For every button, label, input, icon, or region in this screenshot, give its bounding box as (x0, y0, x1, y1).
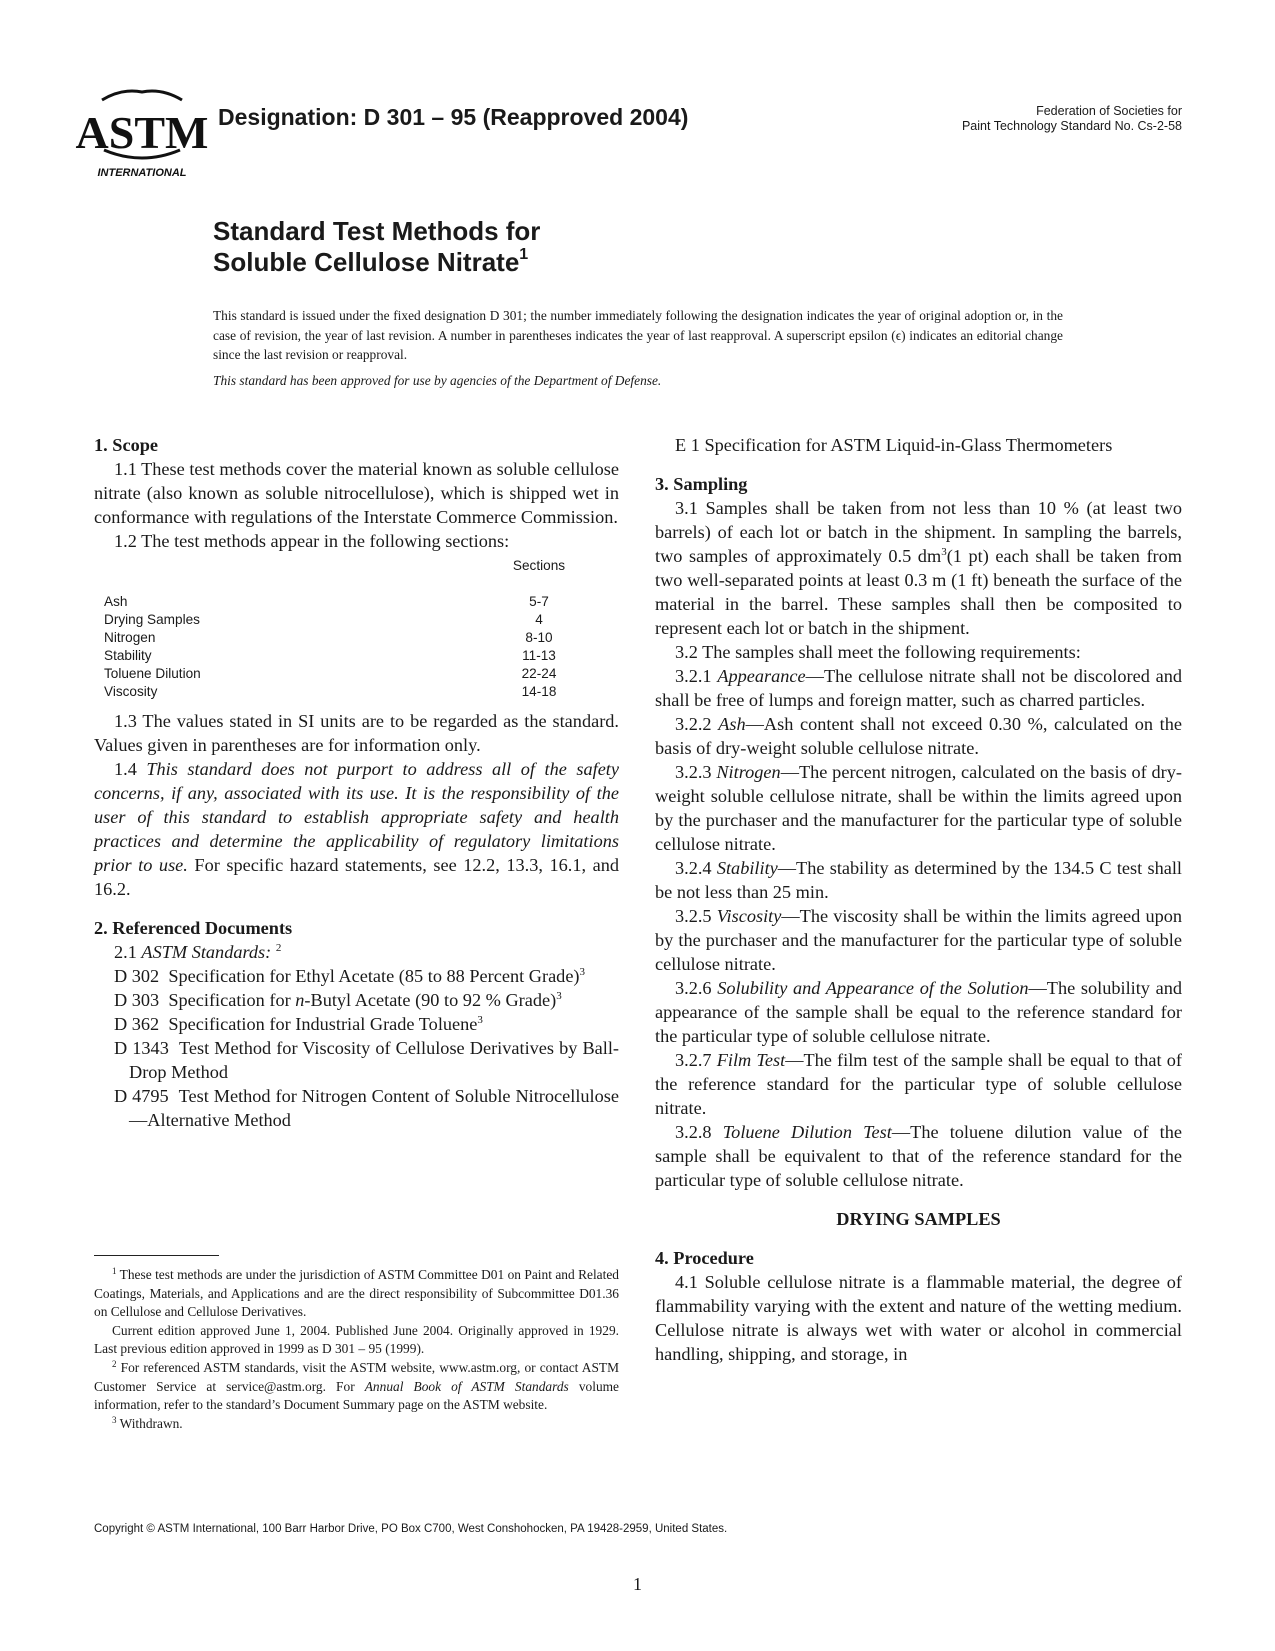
table-row: Stability 11-13 (104, 648, 556, 663)
table-row: Nitrogen 8-10 (104, 630, 553, 645)
footnote-divider (94, 1255, 219, 1256)
copyright-notice: Copyright © ASTM International, 100 Barr Harbor Drive, PO Box C700, West Conshohocken, PA 19428-2959, United States. (94, 1523, 728, 1535)
drying-samples-title: DRYING SAMPLES (836, 1209, 1001, 1229)
issue-notice: This standard is issued under the fixed designation D 301; the number immediately following the designation indicates the year of original adoption or, in the case of revision, the year of last revision. A number in parentheses indicates the year of last reapproval. A superscript epsilon (ϵ) indicates an editorial change since the last revision or reapproval. (213, 308, 1063, 362)
dod-approval: This standard has been approved for use by agencies of the Department of Defense. (213, 373, 662, 388)
left-column (94, 433, 619, 1132)
referenced-documents-heading: 2. Referenced Documents (94, 918, 293, 938)
ref-e1: E 1 Specification for ASTM Liquid-in-Glass Thermometers (675, 435, 1113, 455)
svg-text:ASTM: ASTM (75, 107, 209, 158)
footnote-1-edition: Current edition approved June 1, 2004. Published June 2004. Originally approved in 1929. Last previous edition approved in 1999 as D 301 – 95 (1999). (94, 1322, 619, 1357)
para-1-4: 1.4 This standard does not purport to address all of the safety concerns, if any, associated with its use. It is the responsibility of the user of this standard to establish appropriate safety and health practices and determine the applicability of regulatory limitations prior to use. For specific hazard statements, see 12.2, 13.3, 16.1, and 16.2. (94, 759, 620, 899)
ref-d1343: D 1343 Test Method for Viscosity of Cellulose Derivatives by Ball-Drop Method (114, 1038, 619, 1082)
footnote-3: $^3$ Withdrawn. (112, 1414, 183, 1431)
footnotes (94, 1266, 619, 1433)
para-2-1: 2.1 ASTM Standards: $^2$ (114, 942, 282, 962)
para-3-2-6: 3.2.6 Solubility and Appearance of the Solution—The solubility and appearance of the sample shall be equal to the reference standard for the particular type of soluble cellulose nitrate. (655, 978, 1183, 1046)
ref-d303: D 303 Specification for n-Butyl Acetate (90 to 92 % Grade)$^3$ (114, 990, 562, 1010)
footnote-1: $^1$ These test methods are under the jurisdiction of ASTM Committee D01 on Paint and Related Coatings, Materials, and Applications and are the direct responsibility of Subcommittee D01.36 on Cellulose and Cellulose Derivatives. (94, 1266, 619, 1320)
para-3-2-3: 3.2.3 Nitrogen—The percent nitrogen, calculated on the basis of dry-weight soluble cellulose nitrate, shall be within the limits agreed upon by the purchaser and the manufacturer for the particular type of soluble cellulose nitrate. (655, 762, 1182, 854)
sampling-heading: 3. Sampling (655, 474, 748, 494)
para-3-2: 3.2 The samples shall meet the following requirements: (675, 642, 1081, 662)
document-title: Standard Test Methods for Soluble Cellulose Nitrate$^1$ (213, 216, 541, 277)
designation: Designation: D 301 – 95 (Reapproved 2004) (218, 104, 689, 130)
para-3-2-1: 3.2.1 Appearance—The cellulose nitrate shall not be discolored and shall be free of lumps and foreign matter, such as charred particles. (655, 666, 1182, 710)
svg-text:INTERNATIONAL: INTERNATIONAL (97, 167, 187, 179)
table-row: Toluene Dilution 22-24 (104, 666, 557, 681)
logo-mark-icon (76, 91, 209, 158)
page-number: 1 (633, 1574, 642, 1594)
right-column (655, 433, 1182, 1366)
para-3-2-4: 3.2.4 Stability—The stability as determined by the 134.5 C test shall be not less than 25 min. (655, 858, 1182, 902)
astm-logo (75, 88, 209, 180)
ref-d302: D 302 Specification for Ethyl Acetate (85 to 88 Percent Grade)$^3$ (114, 966, 586, 986)
para-1-2: 1.2 The test methods appear in the following sections: (114, 531, 510, 551)
scope-heading: 1. Scope (94, 435, 158, 455)
para-1-3: 1.3 The values stated in SI units are to be regarded as the standard. Values given in parentheses are for information only. (94, 711, 619, 755)
ref-d4795: D 4795 Test Method for Nitrogen Content of Soluble Nitrocellulose—Alternative Method (114, 1086, 620, 1130)
para-3-2-5: 3.2.5 Viscosity—The viscosity shall be within the limits agreed upon by the purchaser and the manufacturer for the particular type of soluble cellulose nitrate. (655, 906, 1183, 974)
table-row: Drying Samples 4 (104, 612, 543, 627)
para-3-2-8: 3.2.8 Toluene Dilution Test—The toluene dilution value of the sample shall be equivalent to that of the reference standard for the particular type of soluble cellulose nitrate. (655, 1122, 1182, 1190)
table-row: Ash 5-7 (104, 594, 549, 609)
table-row: Viscosity 14-18 (104, 684, 557, 699)
para-3-2-7: 3.2.7 Film Test—The film test of the sample shall be equal to that of the reference standard for the particular type of soluble cellulose nitrate. (655, 1050, 1182, 1118)
sections-header: Sections (512, 558, 566, 573)
footnote-2: $^2$ For referenced ASTM standards, visit the ASTM website, www.astm.org, or contact ASTM Customer Service at service@astm.org. For Annual Book of ASTM Standards volume information, refer to the standard’s Document Summary page on the ASTM website. (94, 1358, 619, 1413)
para-1-1: 1.1 These test methods cover the material known as soluble cellulose nitrate (also known as soluble nitrocellulose), which is shipped wet in conformance with regulations of the Interstate Commerce Commission. (94, 459, 619, 527)
ref-d362: D 362 Specification for Industrial Grade Toluene$^3$ (114, 1014, 483, 1034)
sections-table (104, 557, 574, 701)
para-3-2-2: 3.2.2 Ash—Ash content shall not exceed 0.30 %, calculated on the basis of dry-weight soluble cellulose nitrate. (655, 714, 1182, 758)
federation-note: Federation of Societies for Paint Technology Standard No. Cs-2-58 (961, 104, 1182, 133)
para-4-1: 4.1 Soluble cellulose nitrate is a flammable material, the degree of flammability varying with the extent and nature of the wetting medium. Cellulose nitrate is always wet with water or alcohol in commercial handling, shipping, and storage, in (655, 1272, 1182, 1364)
para-3-1: 3.1 Samples shall be taken from not less than 10 % (at least two barrels) of each lot or batch in the shipment. In sampling the barrels, two samples of approximately 0.5 $dm^3(1$ pt) each shall be taken from two well-separated points at least 0.3 m (1 ft) beneath the surface of the material in the barrel. These samples shall then be composited to represent each lot or batch in the shipment. (655, 498, 1183, 638)
procedure-heading: 4. Procedure (655, 1248, 754, 1268)
